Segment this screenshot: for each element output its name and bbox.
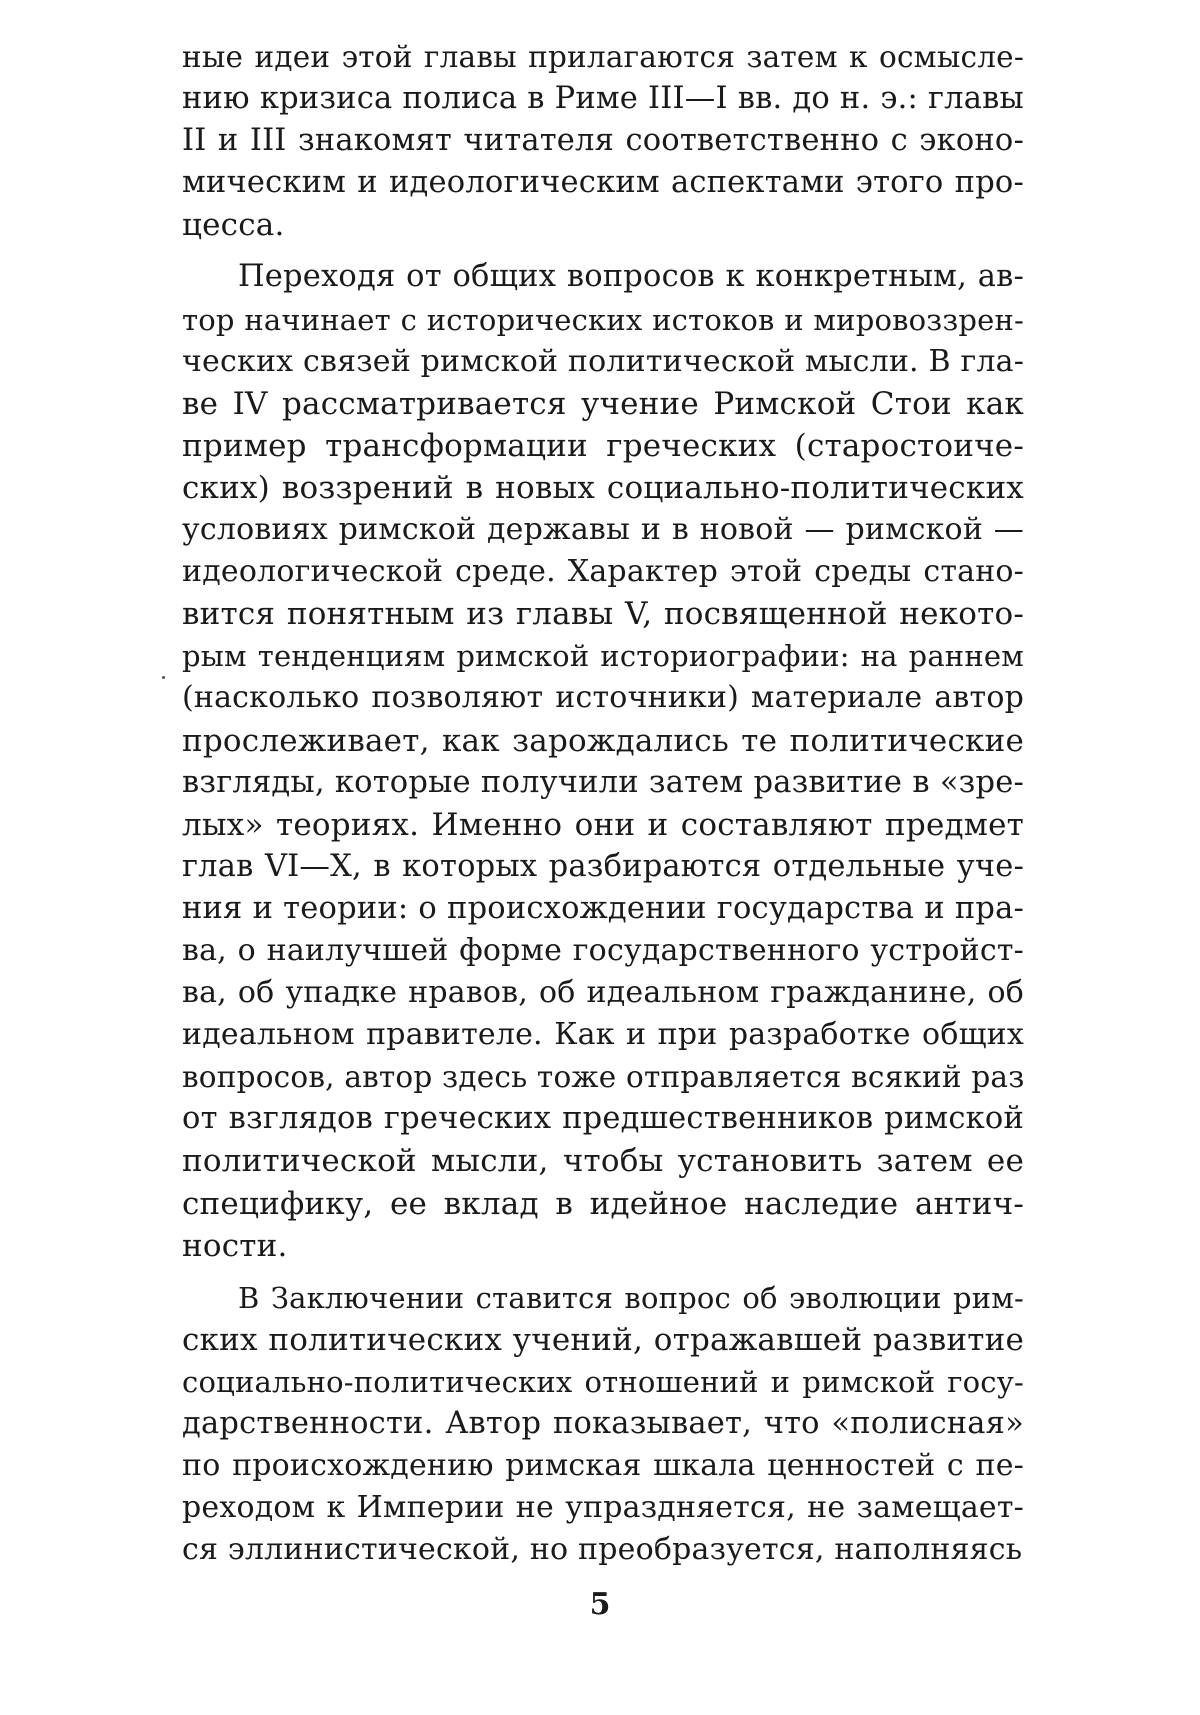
text-line: идеальном правителе. Как и при разработке общих [182, 1017, 1024, 1053]
text-line: цесса. [182, 207, 285, 244]
page-number: 5 [589, 1587, 611, 1622]
text-line: реходом к Империи не упраздняется, не замещает- [182, 1490, 1024, 1526]
text-line: ва, о наилучшей форме государственного устройст- [182, 932, 1024, 968]
text-line: нию кризиса полиса в Риме III—I вв. до н. э.: главы [182, 81, 1024, 117]
text-line: ния и теории: о происхождении государства и пра- [182, 890, 1024, 926]
text-line: дарственности. Автор показывает, что «полисная» [182, 1406, 1024, 1441]
print-speck [162, 676, 165, 679]
text-line: социально-политических отношений и римской госу- [182, 1364, 1024, 1399]
text-line: от взглядов греческих предшественников римской [182, 1101, 1024, 1137]
text-line: ских политических учений, отражавшей развитие [182, 1321, 1024, 1358]
paragraph [182, 1277, 1024, 1572]
body-text [182, 36, 1024, 1571]
text-line: вится понятным из главы V, посвященной некото- [182, 596, 1024, 633]
text-line: ные идеи этой главы прилагаются затем к осмысле- [182, 40, 1024, 74]
text-line: вопросов, автор здесь тоже отправляется всякий раз [182, 1060, 1024, 1095]
text-line: В Заключении ставится вопрос об эволюции рим- [238, 1280, 1024, 1315]
paragraph-gap [182, 246, 1024, 256]
paragraph-gap [182, 1267, 1024, 1277]
text-line: ве IV рассматривается учение Римской Стои как [182, 385, 1024, 422]
text-line: пример трансформации греческих (старостоиче- [182, 427, 1024, 464]
text-line: глав VI—X, в которых разбираются отдельные уче- [182, 848, 1024, 884]
text-line: политической мысли, чтобы установить затем ее [182, 1143, 1024, 1180]
text-line: прослеживает, как зарождались те политические [182, 722, 1024, 759]
text-line: Переходя от общих вопросов к конкретным, ав- [238, 259, 1024, 295]
paragraph [182, 36, 1024, 246]
text-line: ва, об упадке нравов, об идеальном гражданине, об [182, 975, 1024, 1011]
text-line: тор начинает с исторических истоков и мировоззрен- [182, 302, 1024, 337]
text-line: рым тенденциям римской историографии: на раннем [182, 639, 1024, 674]
text-line: ся эллинистической, но преобразуется, наполняясь [182, 1532, 1023, 1568]
text-line: (насколько позволяют источники) материале автор [182, 680, 1024, 716]
text-line: II и III знакомят читателя соответственно с эконо- [182, 123, 1024, 159]
text-line: идеологической среде. Характер этой среды стано- [182, 554, 1024, 590]
paragraph [182, 256, 1024, 1266]
text-line: по происхождению римская шкала ценностей с пе- [182, 1448, 1024, 1484]
text-line: мическим и идеологическим аспектами этого про- [182, 165, 1024, 201]
text-line: ности. [182, 1227, 288, 1264]
text-line: лых» теориях. Именно они и составляют предмет [182, 806, 1024, 843]
text-line: специфику, ее вклад в идейное наследие антич- [182, 1185, 1024, 1222]
text-line: взгляды, которые получили затем развитие в «зре- [182, 764, 1024, 800]
text-line: ческих связей римской политической мысли. В гла- [182, 343, 1024, 379]
text-line: условиях римской державы и в новой — римской — [182, 512, 1024, 548]
text-line: ских) воззрений в новых социально-политических [182, 469, 1024, 506]
